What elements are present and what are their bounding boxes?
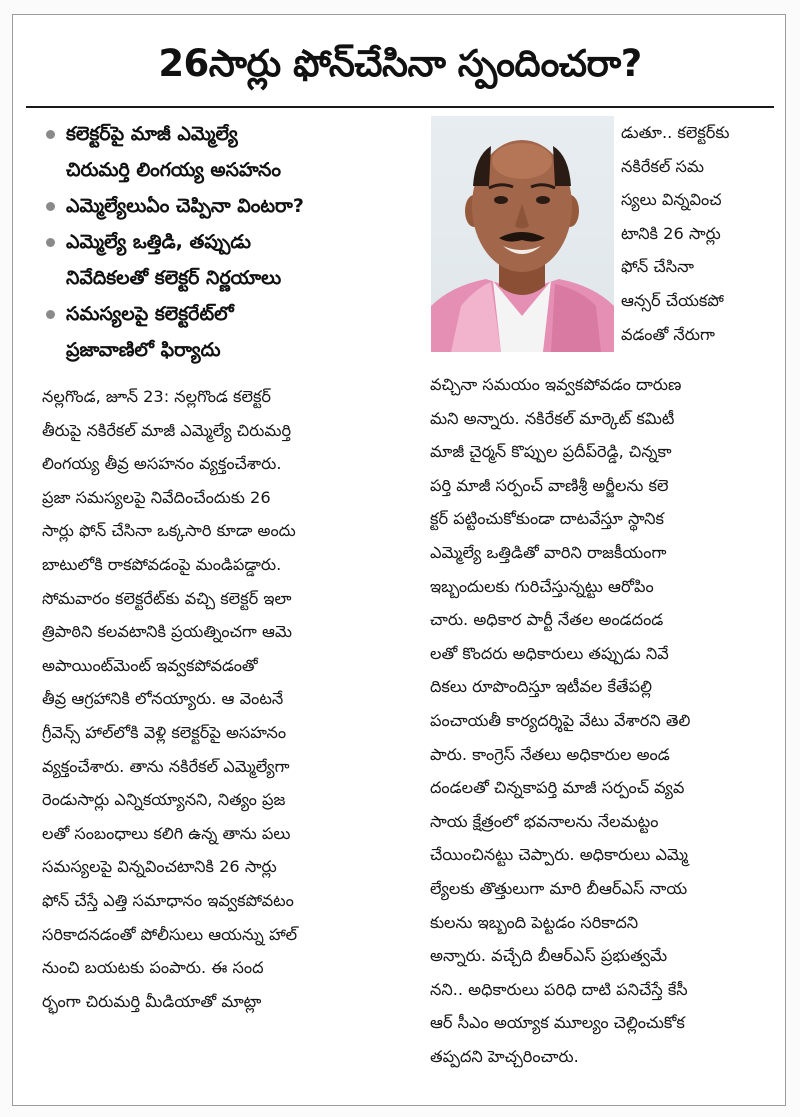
body-text-line: ఫోన్ చేస్తే ఎత్తి సమాధానం ఇవ్వకపోవటం	[42, 890, 294, 910]
body-text-line: సమస్యలపై విన్నవించటానికి 26 సార్లు	[42, 857, 277, 877]
body-text-line: వ్యక్తంచేశారు. తాను నకిరేకల్ ఎమ్మెల్యేగా	[42, 756, 290, 776]
article-body-right-bottom	[430, 368, 782, 1073]
body-text-line: సార్లు ఫోన్ చేసినా ఒక్కసారి కూడా అందు	[42, 521, 296, 541]
bullet-text-line: ప్రజావాణిలో ఫిర్యాదు	[66, 339, 221, 361]
article-body-right-top	[621, 116, 781, 351]
body-text-line: దికలు రూపొందిస్తూ ఇటీవల కేతేపల్లి	[430, 677, 652, 697]
body-text-line: లతో కొందరు అధికారులు తప్పుడు నివే	[430, 643, 669, 663]
body-text-line: క్టర్ పట్టించుకోకుండా దాటవేస్తూ స్థానిక	[430, 509, 664, 529]
bullet-point	[42, 188, 404, 224]
bullet-point	[42, 296, 404, 368]
body-text-line: ప్రజా సమస్యలపై నివేదించేందుకు 26	[42, 487, 271, 507]
bullet-point	[42, 224, 404, 296]
body-text-line: గ్రీవెన్స్ హాల్‌లోకి వెళ్లి కలెక్టర్‌పై అసహనం	[42, 722, 287, 742]
body-text-line: సాయ క్షేత్రంలో భవనాలను నేలమట్టం	[430, 811, 659, 831]
body-text-line: నుంచి బయటకు పంపారు. ఈ సంద	[42, 958, 264, 978]
body-text-line: లతో సంబంధాలు కలిగి ఉన్న తాను పలు	[42, 823, 291, 843]
headline-rule	[26, 106, 774, 108]
body-text-line: పారు. కాంగ్రెస్ నేతలు అధికారుల అండ	[430, 744, 670, 764]
bullet-text-line: నివేదికలతో కలెక్టర్ నిర్ణయాలు	[66, 267, 282, 289]
body-text-line: నల్లగొండ, జూన్ 23: నల్లగొండ కలెక్టర్	[42, 387, 272, 406]
article-body-left	[42, 380, 404, 1018]
bullet-text-line: చిరుమర్తి లింగయ్య అసహనం	[66, 159, 281, 181]
bullet-text-line: ఎమ్మెల్యే ఒత్తిడి, తప్పుడు	[66, 231, 251, 253]
body-text-line: ఫోన్ చేసినా	[621, 257, 694, 277]
bullet-text-line: ఎమ్మెల్యేలుఏం చెప్పినా వింటరా?	[66, 195, 304, 217]
bullet-dot-icon	[46, 130, 55, 139]
body-text-line: తీరుపై నకిరేకల్ మాజీ ఎమ్మెల్యే చిరుమర్తి	[42, 420, 292, 440]
body-text-line: లింగయ్య తీవ్ర అసహనం వ్యక్తంచేశారు.	[42, 454, 282, 474]
bullet-text-line: కలెక్టర్‌పై మాజీ ఎమ్మెల్యే	[66, 123, 238, 145]
bullet-dot-icon	[46, 202, 55, 211]
body-text-line: సోమవారం కలెక్టరేట్‌కు వచ్చి కలెక్టర్ ఇలా	[42, 588, 292, 608]
body-text-line: కులను ఇబ్బంది పెట్టడం సరికాదని	[430, 912, 639, 932]
body-text-line: స్యలు విన్నవించ	[621, 190, 722, 210]
body-text-line: టానికి 26 సార్లు	[621, 223, 721, 243]
body-text-line: పంచాయతీ కార్యదర్శిపై వేటు వేశారని తెలి	[430, 710, 691, 730]
bullet-dot-icon	[46, 310, 55, 319]
body-text-line: ర్భంగా చిరుమర్తి మీడియాతో మాట్లా	[42, 991, 262, 1011]
bullet-point	[42, 116, 404, 188]
body-text-line: దండలతో చిన్నకాపర్తి మాజీ సర్పంచ్ వ్యవ	[430, 778, 685, 798]
body-text-line: డుతూ.. కలెక్టర్‌కు	[621, 123, 730, 142]
body-text-line: బాటులోకి రాకపోవడంపై మండిపడ్డారు.	[42, 554, 282, 574]
body-text-line: వడంతో నేరుగా	[621, 324, 715, 344]
body-text-line: మని అన్నారు. నకిరేకల్ మార్కెట్ కమిటీ	[430, 408, 675, 428]
body-text-line: సరికాదనడంతో పోలీసులు ఆయన్ను హాల్	[42, 924, 298, 944]
body-text-line: అపాయింట్‌మెంట్ ఇవ్వకపోవడంతో	[42, 655, 258, 675]
body-text-line: త్రిపాఠిని కలవటానికి ప్రయత్నించగా ఆమె	[42, 622, 292, 642]
bullet-text-line: సమస్యలపై కలెక్టరేట్‌లో	[66, 303, 234, 325]
body-text-line: రెండుసార్లు ఎన్నికయ్యానని, నిత్యం ప్రజ	[42, 790, 286, 810]
body-text-line: తీవ్ర ఆగ్రహానికి లోనయ్యారు. ఆ వెంటనే	[42, 689, 284, 709]
left-column	[42, 116, 404, 1018]
bullet-dot-icon	[46, 238, 55, 247]
body-text-line: మాజీ చైర్మన్ కొప్పుల ప్రదీప్‌రెడ్డి, చిన్నకా	[430, 442, 672, 462]
portrait-photo	[431, 116, 614, 352]
body-text-line: తప్పదని హెచ్చరించారు.	[430, 1046, 579, 1066]
body-text-line: నని.. అధికారులు పరిధి దాటి పనిచేస్తే కేసీ	[430, 979, 688, 999]
body-text-line: ఆర్ సీఎం అయ్యాక మూల్యం చెల్లించుకోక	[430, 1013, 685, 1033]
body-text-line: ఆన్సర్ చేయకపో	[621, 290, 724, 310]
body-text-line: ల్యేలకు తొత్తులుగా మారి బీఆర్ఎస్ నాయ	[430, 878, 688, 898]
body-text-line: అన్నారు. వచ్చేది బీఆర్ఎస్ ప్రభుత్వమే	[430, 946, 668, 966]
body-text-line: ఎమ్మెల్యే ఒత్తిడితో వారిని రాజకీయంగా	[430, 542, 667, 562]
bullet-list	[42, 116, 404, 368]
body-text-line: చారు. అధికార పార్టీ నేతల అండదండ	[430, 610, 664, 630]
body-text-line: నకిరేకల్ సమ	[621, 156, 704, 176]
headline: 26సార్లు ఫోన్‌చేసినా స్పందించరా?	[158, 42, 642, 85]
body-text-line: వచ్చినా సమయం ఇవ్వకపోవడం దారుణ	[430, 375, 682, 394]
body-text-line: చేయించినట్టు చెప్పారు. అధికారులు ఎమ్మె	[430, 845, 688, 865]
body-text-line: ఇబ్బందులకు గురిచేస్తున్నట్టు ఆరోపిం	[430, 576, 654, 596]
body-text-line: పర్తి మాజీ సర్పంచ్ వాణిశ్రీ అర్జీలను కలె	[430, 475, 669, 495]
